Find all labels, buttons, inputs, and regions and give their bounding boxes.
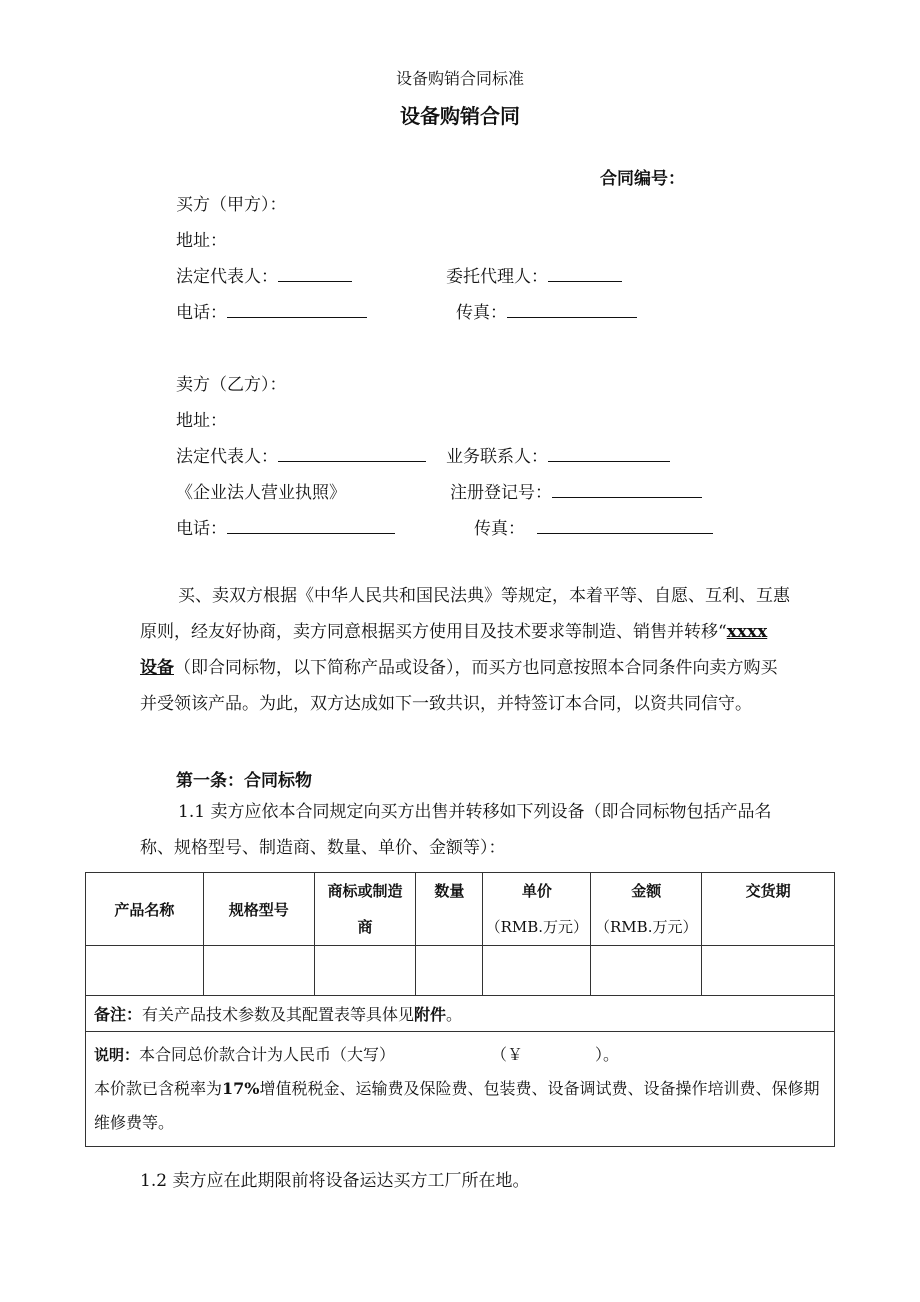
buyer-agent [446, 262, 622, 287]
col-amount-line1: 金额 [631, 882, 662, 900]
buyer-legal-rep-label: 法定代表人： [176, 267, 278, 287]
cell-price[interactable] [483, 946, 591, 996]
seller-reg-no-label: 注册登记号： [450, 483, 552, 503]
buyer-agent-blank[interactable] [548, 265, 622, 282]
items-table [85, 872, 835, 1147]
note-cell [86, 996, 835, 1032]
buyer-phone-blank[interactable] [227, 301, 367, 318]
col-maker [314, 873, 416, 946]
buyer-fax-blank[interactable] [507, 301, 637, 318]
clause-1-1-text: 1.1 卖方应依本合同规定向买方出售并转移如下列设备（即合同标物包括产品名称、规格型号、制造商、数量、单价、金额等）： [140, 802, 772, 858]
buyer-legal-rep-blank[interactable] [278, 265, 352, 282]
contract-number-label: 合同编号： [600, 169, 685, 189]
col-maker-line1: 商标或制造 [327, 882, 403, 900]
col-price [483, 873, 591, 946]
col-amount-line2: （RMB.万元） [595, 918, 698, 936]
table-row [86, 946, 835, 996]
seller-phone-label: 电话： [176, 519, 227, 539]
table-header-row [86, 873, 835, 946]
document-header: 设备购销合同标准 [395, 69, 524, 88]
buyer-name-label: 买方（甲方）： [176, 195, 287, 215]
seller-contact-blank[interactable] [548, 445, 670, 462]
intro-paragraph [140, 578, 790, 722]
intro-part1: 买、卖双方根据《中华人民共和国民法典》等规定，本着平等、自愿、互利、互惠原则，经友好协商，卖方同意根据买方使用目及技术要求等制造、销售并转移“ [140, 586, 790, 642]
seller-license-label: 《企业法人营业执照》 [176, 483, 346, 503]
contract-subject: xxxx 设备 [140, 622, 768, 678]
document-title: 设备购销合同 [400, 104, 520, 128]
seller-reg-no-blank[interactable] [552, 481, 702, 498]
buyer-fax [456, 298, 637, 323]
tax-line-1: 本价款已含税率为 [94, 1079, 223, 1098]
seller-fax-blank[interactable] [537, 517, 713, 534]
tax-line-2: 增值税税金、运输费及保险费、包装费、设备调试费、设备操作培训费、保修期维修费等。 [94, 1079, 820, 1132]
seller-phone [176, 514, 395, 539]
table-note-row [86, 996, 835, 1032]
note-label: 备注： [94, 1005, 143, 1024]
seller-legal-rep-blank[interactable] [278, 445, 426, 462]
seller-phone-blank[interactable] [227, 517, 395, 534]
seller-contact-label: 业务联系人： [446, 447, 548, 467]
explanation-text: 本合同总价款合计为人民币（大写） [139, 1045, 396, 1064]
tax-line [94, 1072, 826, 1140]
cell-model[interactable] [203, 946, 314, 996]
seller-fax [474, 514, 713, 539]
explanation-yuan: （￥ [491, 1045, 524, 1064]
col-price-line2: （RMB.万元） [485, 918, 589, 936]
note-end: 。 [446, 1005, 463, 1024]
explanation-label: 说明： [94, 1046, 140, 1064]
article1-heading: 第一条：合同标物 [176, 771, 312, 791]
seller-reg-no [450, 478, 702, 503]
intro-part2: （即合同标物，以下简称产品或设备），而买方也同意按照本合同条件向卖方购买并受领该产品。为此，双方达成如下一致共识，并特签订本合同，以资共同信守。 [140, 658, 778, 714]
col-amount [591, 873, 702, 946]
explanation-line [94, 1038, 826, 1072]
col-model: 规格型号 [203, 873, 314, 946]
buyer-legal-rep [176, 262, 352, 287]
col-delivery-label: 交货期 [745, 882, 791, 900]
cell-amount[interactable] [591, 946, 702, 996]
buyer-phone-label: 电话： [176, 303, 227, 323]
cell-product[interactable] [86, 946, 204, 996]
table-explanation-row [86, 1032, 835, 1147]
explanation-cell [86, 1032, 835, 1147]
col-price-line1: 单价 [521, 882, 552, 900]
explanation-close: ）。 [595, 1045, 620, 1064]
tax-rate: 17% [222, 1079, 260, 1098]
buyer-address-label: 地址： [176, 231, 227, 251]
seller-address-label: 地址： [176, 411, 227, 431]
note-attachment: 附件 [414, 1005, 447, 1024]
col-qty [416, 873, 483, 946]
note-text: 有关产品技术参数及其配置表等具体见 [142, 1005, 415, 1024]
buyer-phone [176, 298, 367, 323]
seller-contact [446, 442, 670, 467]
col-delivery [702, 873, 835, 946]
cell-maker[interactable] [314, 946, 416, 996]
seller-legal-rep-label: 法定代表人： [176, 447, 278, 467]
cell-qty[interactable] [416, 946, 483, 996]
seller-name-label: 卖方（乙方）： [176, 375, 287, 395]
clause-1-2: 1.2 卖方应在此期限前将设备运达买方工厂所在地。 [140, 1171, 530, 1191]
clause-1-1 [140, 794, 790, 866]
col-maker-line2: 商 [357, 918, 373, 936]
seller-legal-rep [176, 442, 426, 467]
buyer-fax-label: 传真： [456, 303, 507, 323]
seller-fax-label: 传真： [474, 519, 525, 539]
cell-delivery[interactable] [702, 946, 835, 996]
col-product: 产品名称 [86, 873, 204, 946]
col-qty-label: 数量 [434, 882, 465, 900]
buyer-agent-label: 委托代理人： [446, 267, 548, 287]
